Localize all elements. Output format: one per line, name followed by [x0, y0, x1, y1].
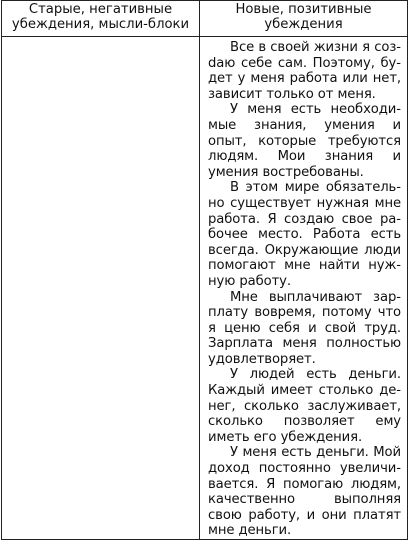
old-beliefs-cell — [2, 37, 200, 540]
new-belief-paragraph: У меня есть деньги. Мой доход постоянно увеличивается. Я помогаю людям, качественно выполняя свою работу, и они платят мне деньги. — [208, 445, 401, 539]
header-new-beliefs: Новые, позитивные убеждения — [200, 1, 408, 37]
new-beliefs-list — [200, 37, 407, 539]
table-row — [2, 37, 408, 540]
beliefs-table — [1, 0, 408, 540]
new-belief-paragraph: У меня есть необходимые знания, умения и опыт, которые требуются людям. Мои знания и умения востребованы. — [208, 102, 401, 180]
new-belief-paragraph: Мне выплачивают зарплату вовремя, потому что я ценю себя и свой труд. Зарплата меня полностью удовлетворяет. — [208, 289, 401, 367]
new-belief-paragraph: В этом мире обязательно существует нужная мне работа. Я создаю свое рабочее место. Работа есть всегда. Окружающие люди помогают мне найти нужную работу. — [208, 180, 401, 289]
new-belief-paragraph: У людей есть деньги. Каждый имеет столько денег, сколько заслуживает, сколько позволяет ему иметь его убеждения. — [208, 367, 401, 445]
new-belief-paragraph: Все в своей жизни я созdаю себе сам. Поэтому, будет у меня работа или нет, зависит только от меня. — [208, 40, 401, 102]
new-beliefs-cell — [200, 37, 408, 540]
header-old-beliefs: Старые, негативные убеждения, мысли-блоки — [2, 1, 200, 37]
table-header-row — [2, 1, 408, 37]
